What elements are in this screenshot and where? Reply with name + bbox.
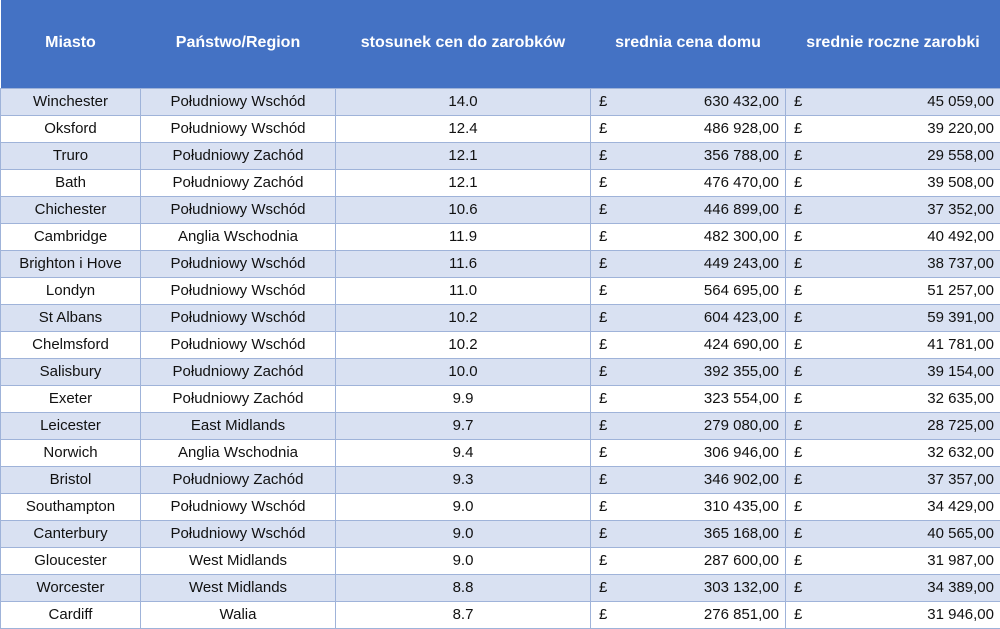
currency-symbol: £ <box>599 93 607 110</box>
header-row <box>1 0 1000 88</box>
avg-earnings-cell <box>786 385 1000 412</box>
avg-price-value: 482 300,00 <box>704 228 779 245</box>
avg-earnings-value: 40 565,00 <box>927 525 994 542</box>
city-name: Gloucester <box>34 552 107 569</box>
city-name: Cardiff <box>49 606 93 623</box>
ratio-cell <box>336 601 591 628</box>
region-name: Walia <box>220 606 257 623</box>
avg-earnings-cell <box>786 412 1000 439</box>
avg-earnings-cell <box>786 601 1000 628</box>
avg-earnings-cell <box>786 304 1000 331</box>
avg-price-value: 276 851,00 <box>704 606 779 623</box>
region-cell <box>141 250 336 277</box>
avg-earnings-value: 31 987,00 <box>927 552 994 569</box>
table-row <box>1 250 1000 277</box>
currency-symbol: £ <box>794 444 802 461</box>
avg-price-cell <box>591 277 786 304</box>
region-cell <box>141 196 336 223</box>
region-cell <box>141 115 336 142</box>
currency-symbol: £ <box>794 579 802 596</box>
region-name: Południowy Wschód <box>170 93 305 110</box>
region-cell <box>141 520 336 547</box>
currency-symbol: £ <box>599 498 607 515</box>
table-row <box>1 115 1000 142</box>
region-cell <box>141 466 336 493</box>
ratio-cell <box>336 304 591 331</box>
avg-earnings-cell <box>786 331 1000 358</box>
header-city: Miasto <box>1 0 141 88</box>
city-name: Bristol <box>50 471 92 488</box>
region-name: Południowy Zachód <box>173 174 304 191</box>
city-cell <box>1 223 141 250</box>
region-name: Anglia Wschodnia <box>178 228 298 245</box>
ratio-value: 9.4 <box>453 444 474 461</box>
region-cell <box>141 88 336 115</box>
currency-symbol: £ <box>599 120 607 137</box>
ratio-value: 9.0 <box>453 525 474 542</box>
avg-price-value: 287 600,00 <box>704 552 779 569</box>
table-row <box>1 574 1000 601</box>
region-name: West Midlands <box>189 552 287 569</box>
avg-earnings-value: 39 154,00 <box>927 363 994 380</box>
currency-symbol: £ <box>599 444 607 461</box>
table-row <box>1 331 1000 358</box>
currency-symbol: £ <box>599 579 607 596</box>
ratio-cell <box>336 547 591 574</box>
region-name: Południowy Zachód <box>173 390 304 407</box>
ratio-cell <box>336 142 591 169</box>
ratio-value: 9.9 <box>453 390 474 407</box>
avg-price-value: 323 554,00 <box>704 390 779 407</box>
ratio-value: 9.0 <box>453 498 474 515</box>
avg-price-value: 310 435,00 <box>704 498 779 515</box>
city-cell <box>1 493 141 520</box>
avg-earnings-value: 40 492,00 <box>927 228 994 245</box>
city-cell <box>1 88 141 115</box>
avg-price-cell <box>591 358 786 385</box>
header-avg-price: srednia cena domu <box>591 0 786 88</box>
avg-price-cell <box>591 547 786 574</box>
avg-earnings-cell <box>786 439 1000 466</box>
avg-price-cell <box>591 304 786 331</box>
avg-earnings-value: 28 725,00 <box>927 417 994 434</box>
ratio-value: 12.1 <box>448 174 477 191</box>
table-row <box>1 412 1000 439</box>
region-name: Południowy Zachód <box>173 147 304 164</box>
city-cell <box>1 304 141 331</box>
currency-symbol: £ <box>599 552 607 569</box>
table-row <box>1 304 1000 331</box>
table-row <box>1 439 1000 466</box>
avg-price-value: 346 902,00 <box>704 471 779 488</box>
table-row <box>1 358 1000 385</box>
ratio-cell <box>336 493 591 520</box>
city-cell <box>1 601 141 628</box>
currency-symbol: £ <box>599 309 607 326</box>
city-name: Norwich <box>43 444 97 461</box>
avg-price-value: 604 423,00 <box>704 309 779 326</box>
currency-symbol: £ <box>794 417 802 434</box>
ratio-cell <box>336 115 591 142</box>
region-name: West Midlands <box>189 579 287 596</box>
ratio-value: 12.1 <box>448 147 477 164</box>
avg-price-cell <box>591 169 786 196</box>
ratio-cell <box>336 169 591 196</box>
currency-symbol: £ <box>794 336 802 353</box>
table-row <box>1 547 1000 574</box>
avg-price-cell <box>591 196 786 223</box>
ratio-value: 10.2 <box>448 336 477 353</box>
avg-earnings-cell <box>786 574 1000 601</box>
currency-symbol: £ <box>794 93 802 110</box>
avg-earnings-value: 32 632,00 <box>927 444 994 461</box>
city-name: St Albans <box>39 309 102 326</box>
region-cell <box>141 574 336 601</box>
avg-price-cell <box>591 520 786 547</box>
ratio-cell <box>336 88 591 115</box>
region-cell <box>141 223 336 250</box>
city-name: Chichester <box>35 201 107 218</box>
avg-price-cell <box>591 223 786 250</box>
ratio-value: 8.7 <box>453 606 474 623</box>
region-name: Południowy Wschód <box>170 525 305 542</box>
ratio-cell <box>336 574 591 601</box>
currency-symbol: £ <box>599 255 607 272</box>
region-cell <box>141 304 336 331</box>
region-cell <box>141 601 336 628</box>
ratio-value: 10.0 <box>448 363 477 380</box>
avg-earnings-cell <box>786 277 1000 304</box>
city-cell <box>1 520 141 547</box>
ratio-cell <box>336 331 591 358</box>
city-name: Chelmsford <box>32 336 109 353</box>
currency-symbol: £ <box>599 282 607 299</box>
city-cell <box>1 412 141 439</box>
avg-earnings-value: 39 508,00 <box>927 174 994 191</box>
avg-price-cell <box>591 250 786 277</box>
ratio-cell <box>336 223 591 250</box>
avg-price-value: 476 470,00 <box>704 174 779 191</box>
region-cell <box>141 358 336 385</box>
currency-symbol: £ <box>599 471 607 488</box>
avg-earnings-cell <box>786 358 1000 385</box>
region-cell <box>141 277 336 304</box>
currency-symbol: £ <box>794 525 802 542</box>
avg-price-value: 449 243,00 <box>704 255 779 272</box>
city-cell <box>1 142 141 169</box>
ratio-value: 9.0 <box>453 552 474 569</box>
avg-price-cell <box>591 466 786 493</box>
avg-earnings-value: 41 781,00 <box>927 336 994 353</box>
currency-symbol: £ <box>599 201 607 218</box>
avg-price-value: 279 080,00 <box>704 417 779 434</box>
table-row <box>1 466 1000 493</box>
city-name: Brighton i Hove <box>19 255 122 272</box>
region-name: East Midlands <box>191 417 285 434</box>
header-avg-earnings: srednie roczne zarobki <box>786 0 1000 88</box>
currency-symbol: £ <box>794 471 802 488</box>
avg-earnings-cell <box>786 493 1000 520</box>
avg-earnings-value: 34 389,00 <box>927 579 994 596</box>
ratio-cell <box>336 196 591 223</box>
avg-price-value: 356 788,00 <box>704 147 779 164</box>
currency-symbol: £ <box>599 417 607 434</box>
currency-symbol: £ <box>599 606 607 623</box>
avg-price-cell <box>591 439 786 466</box>
avg-price-cell <box>591 601 786 628</box>
city-name: Bath <box>55 174 86 191</box>
region-cell <box>141 439 336 466</box>
table-body <box>1 88 1000 628</box>
avg-price-cell <box>591 331 786 358</box>
avg-price-value: 424 690,00 <box>704 336 779 353</box>
city-cell <box>1 250 141 277</box>
avg-earnings-cell <box>786 196 1000 223</box>
avg-earnings-cell <box>786 115 1000 142</box>
region-cell <box>141 142 336 169</box>
currency-symbol: £ <box>794 309 802 326</box>
ratio-cell <box>336 250 591 277</box>
city-name: Truro <box>53 147 88 164</box>
currency-symbol: £ <box>794 201 802 218</box>
header-ratio: stosunek cen do zarobków <box>336 0 591 88</box>
ratio-value: 11.9 <box>449 228 477 245</box>
ratio-cell <box>336 466 591 493</box>
region-cell <box>141 412 336 439</box>
currency-symbol: £ <box>599 336 607 353</box>
region-cell <box>141 385 336 412</box>
region-name: Południowy Wschód <box>170 255 305 272</box>
ratio-value: 11.6 <box>449 255 477 272</box>
region-name: Południowy Wschód <box>170 120 305 137</box>
table-row <box>1 223 1000 250</box>
avg-price-cell <box>591 88 786 115</box>
region-name: Południowy Wschód <box>170 498 305 515</box>
currency-symbol: £ <box>599 147 607 164</box>
currency-symbol: £ <box>599 228 607 245</box>
currency-symbol: £ <box>794 228 802 245</box>
table-row <box>1 520 1000 547</box>
ratio-value: 10.6 <box>448 201 477 218</box>
city-cell <box>1 196 141 223</box>
avg-price-value: 392 355,00 <box>704 363 779 380</box>
table-row <box>1 493 1000 520</box>
table-row <box>1 385 1000 412</box>
avg-price-cell <box>591 142 786 169</box>
city-cell <box>1 385 141 412</box>
currency-symbol: £ <box>599 363 607 380</box>
avg-price-value: 564 695,00 <box>704 282 779 299</box>
avg-earnings-cell <box>786 466 1000 493</box>
avg-earnings-cell <box>786 547 1000 574</box>
currency-symbol: £ <box>794 174 802 191</box>
avg-earnings-cell <box>786 250 1000 277</box>
avg-earnings-value: 31 946,00 <box>927 606 994 623</box>
currency-symbol: £ <box>794 147 802 164</box>
city-name: Leicester <box>40 417 101 434</box>
currency-symbol: £ <box>794 282 802 299</box>
region-cell <box>141 331 336 358</box>
avg-price-value: 630 432,00 <box>704 93 779 110</box>
city-name: Southampton <box>26 498 115 515</box>
table-row <box>1 277 1000 304</box>
ratio-value: 14.0 <box>448 93 477 110</box>
ratio-value: 12.4 <box>448 120 477 137</box>
city-cell <box>1 169 141 196</box>
city-cell <box>1 115 141 142</box>
table-row <box>1 169 1000 196</box>
region-name: Południowy Zachód <box>173 471 304 488</box>
avg-earnings-value: 29 558,00 <box>927 147 994 164</box>
avg-price-value: 306 946,00 <box>704 444 779 461</box>
region-cell <box>141 169 336 196</box>
ratio-cell <box>336 277 591 304</box>
city-cell <box>1 547 141 574</box>
avg-earnings-value: 37 352,00 <box>927 201 994 218</box>
region-name: Południowy Wschód <box>170 282 305 299</box>
avg-price-cell <box>591 574 786 601</box>
avg-price-cell <box>591 115 786 142</box>
table-row <box>1 601 1000 628</box>
avg-price-value: 486 928,00 <box>704 120 779 137</box>
currency-symbol: £ <box>794 363 802 380</box>
city-name: Exeter <box>49 390 92 407</box>
avg-price-cell <box>591 493 786 520</box>
avg-price-cell <box>591 412 786 439</box>
table-row <box>1 196 1000 223</box>
currency-symbol: £ <box>794 552 802 569</box>
ratio-value: 9.3 <box>453 471 474 488</box>
ratio-cell <box>336 385 591 412</box>
city-cell <box>1 439 141 466</box>
currency-symbol: £ <box>794 255 802 272</box>
region-name: Południowy Zachód <box>173 363 304 380</box>
avg-price-value: 446 899,00 <box>704 201 779 218</box>
region-name: Anglia Wschodnia <box>178 444 298 461</box>
ratio-cell <box>336 358 591 385</box>
city-name: Londyn <box>46 282 95 299</box>
region-name: Południowy Wschód <box>170 309 305 326</box>
ratio-cell <box>336 412 591 439</box>
city-name: Winchester <box>33 93 108 110</box>
avg-earnings-value: 34 429,00 <box>927 498 994 515</box>
avg-earnings-cell <box>786 169 1000 196</box>
avg-earnings-cell <box>786 520 1000 547</box>
city-name: Canterbury <box>33 525 107 542</box>
city-name: Oksford <box>44 120 97 137</box>
avg-earnings-value: 37 357,00 <box>927 471 994 488</box>
city-name: Worcester <box>36 579 104 596</box>
city-name: Cambridge <box>34 228 107 245</box>
city-cell <box>1 466 141 493</box>
currency-symbol: £ <box>794 390 802 407</box>
avg-earnings-value: 32 635,00 <box>927 390 994 407</box>
currency-symbol: £ <box>794 606 802 623</box>
avg-earnings-cell <box>786 88 1000 115</box>
region-cell <box>141 493 336 520</box>
region-name: Południowy Wschód <box>170 201 305 218</box>
currency-symbol: £ <box>599 390 607 407</box>
city-cell <box>1 574 141 601</box>
ratio-cell <box>336 439 591 466</box>
avg-price-value: 365 168,00 <box>704 525 779 542</box>
region-name: Południowy Wschód <box>170 336 305 353</box>
header-region: Państwo/Region <box>141 0 336 88</box>
currency-symbol: £ <box>599 174 607 191</box>
avg-earnings-value: 38 737,00 <box>927 255 994 272</box>
city-cell <box>1 277 141 304</box>
city-name: Salisbury <box>40 363 102 380</box>
currency-symbol: £ <box>599 525 607 542</box>
avg-earnings-value: 45 059,00 <box>927 93 994 110</box>
ratio-cell <box>336 520 591 547</box>
city-cell <box>1 331 141 358</box>
avg-price-value: 303 132,00 <box>704 579 779 596</box>
table-row <box>1 88 1000 115</box>
avg-earnings-value: 51 257,00 <box>927 282 994 299</box>
ratio-value: 10.2 <box>448 309 477 326</box>
ratio-value: 8.8 <box>453 579 474 596</box>
ratio-value: 11.0 <box>449 282 477 299</box>
avg-earnings-cell <box>786 223 1000 250</box>
currency-symbol: £ <box>794 498 802 515</box>
city-cell <box>1 358 141 385</box>
region-cell <box>141 547 336 574</box>
avg-earnings-cell <box>786 142 1000 169</box>
currency-symbol: £ <box>794 120 802 137</box>
ratio-value: 9.7 <box>453 417 474 434</box>
table-row <box>1 142 1000 169</box>
avg-earnings-value: 59 391,00 <box>927 309 994 326</box>
avg-price-cell <box>591 385 786 412</box>
avg-earnings-value: 39 220,00 <box>927 120 994 137</box>
